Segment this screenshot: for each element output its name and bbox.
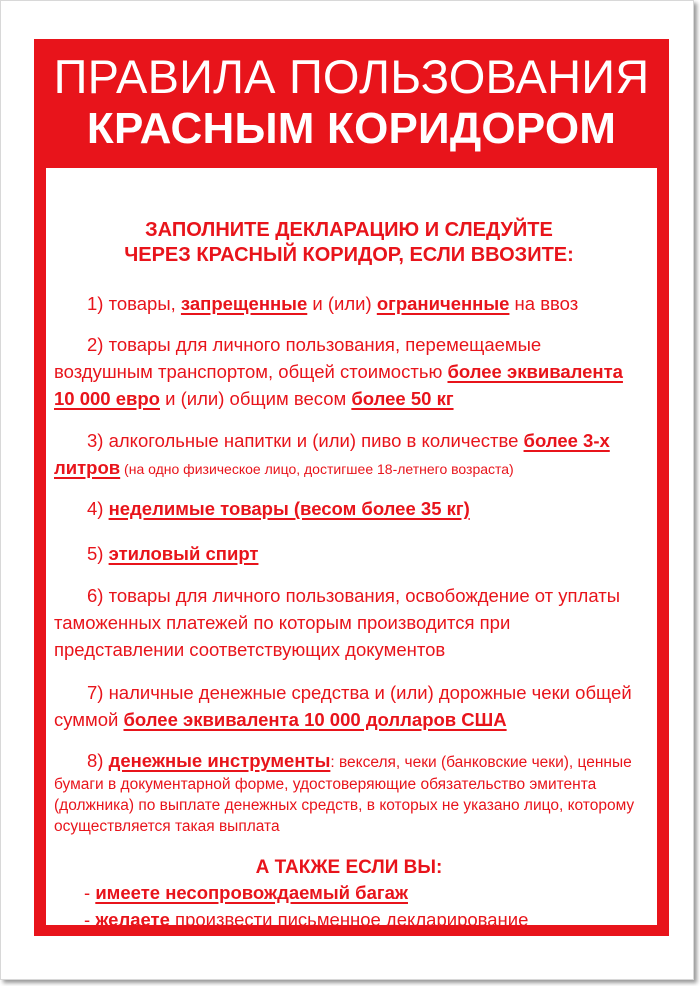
subhead-line-1: ЗАПОЛНИТЕ ДЕКЛАРАЦИЮ И СЛЕДУЙТЕ [145,219,553,241]
rule-item-2-line-3: 10 000 евро и (или) общим весом более 50 кг [54,388,454,409]
rule-item-8-line-1: 8) денежные инструменты: векселя, чеки (банковские чеки), ценные [87,750,632,771]
rules-panel [46,168,657,930]
rule-item-3-line-2: литров (на одно физическое лицо, достигшее 18-летнего возраста) [54,457,514,478]
rule-item-6-line-2: таможенных платежей по которым производится при [54,612,511,633]
rule-item-3-line-1: 3) алкогольные напитки и (или) пиво в количестве более 3-х [87,430,610,451]
rule-item-8-line-2: бумаги в документарной форме, удостоверяющие обязательство эмитента [54,776,597,793]
rule-item-8-line-4: осуществляется такая выплата [54,818,280,835]
rule-item-8-line-3: (должника) по выплате денежных средств, в которых не указано лицо, которому [54,797,635,814]
rule-item-7-line-2: суммой более эквивалента 10 000 долларов США [54,709,507,730]
rule-item-7-line-1: 7) наличные денежные средства и (или) дорожные чеки общей [87,682,632,703]
rule-item-5: 5) этиловый спирт [87,543,259,564]
poster-title-line-1: ПРАВИЛА ПОЛЬЗОВАНИЯ [53,50,650,103]
rule-item-1: 1) товары, запрещенные и (или) ограниченные на ввоз [87,293,579,314]
rule-item-6-line-1: 6) товары для личного пользования, освобождение от уплаты [87,585,620,606]
also-heading: А ТАКЖЕ ЕСЛИ ВЫ: [255,857,443,878]
rule-item-4: 4) неделимые товары (весом более 35 кг) [87,498,470,519]
rule-item-6-line-3: представлении соответствующих документов [54,639,446,660]
rule-1-restricted: ограниченные [376,293,510,314]
also-bullet-1: - имеете несопровождаемый багаж [84,882,408,903]
rule-item-2-line-1: 2) товары для личного пользования, перемещаемые [87,334,542,355]
rule-item-2-line-2: воздушным транспортом, общей стоимостью более эквивалента [54,361,623,382]
also-bullet-2: - желаете произвести письменное декларирование [84,909,529,930]
rule-1-prohibited: запрещенные [180,293,308,314]
subhead-line-2: ЧЕРЕЗ КРАСНЫЙ КОРИДОР, ЕСЛИ ВВОЗИТЕ: [124,244,574,266]
poster-title-line-2: КРАСНЫМ КОРИДОРОМ [86,104,617,153]
red-corridor-poster [34,39,669,936]
